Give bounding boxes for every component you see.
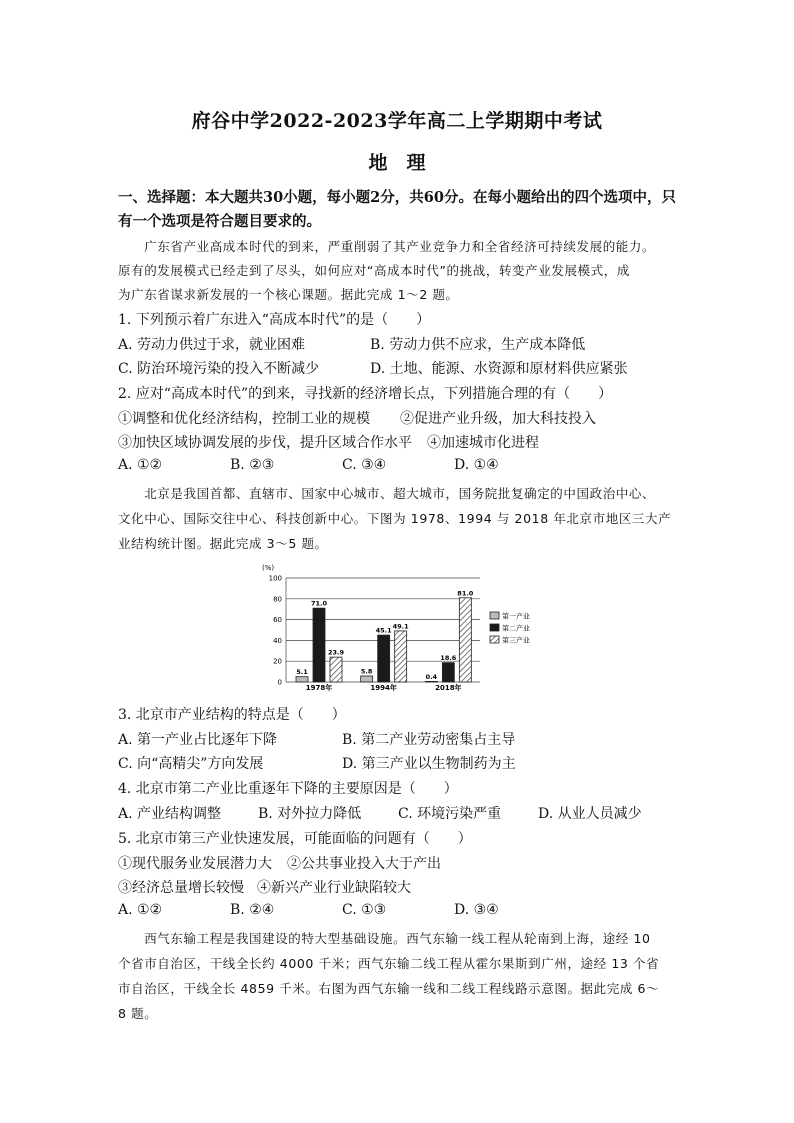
chart-y-tick-label: 60 <box>273 616 282 625</box>
q1-option-c: C. 防治环境污染的投入不断减少 <box>118 361 320 377</box>
passage1-line3: 为广东省谋求新发展的一个核心课题。据此完成 1～2 题。 <box>118 287 459 302</box>
q4-option-d: D. 从业人员减少 <box>538 806 642 822</box>
chart-x-tick-label: 1978年 <box>305 684 333 692</box>
passage3-line3: 市自治区，干线全长 4859 千米。右图为西气东输一线和二线工程线路示意图。据此完成 6～ <box>118 981 660 996</box>
exam-title: 府谷中学2022-2023学年高二上学期期中考试 <box>191 110 603 132</box>
q3-option-a: A. 第一产业占比逐年下降 <box>118 732 278 748</box>
q5-statement-2: ②公共事业投入大于产出 <box>287 856 441 872</box>
q4-option-a: A. 产业结构调整 <box>118 806 222 822</box>
q2-stem: 2. 应对“高成本时代”的到来，寻找新的经济增长点，下列措施合理的有（ ） <box>118 386 613 402</box>
passage2-line2: 文化中心、国际交往中心、科技创新中心。下图为 1978、1994 与 2018 年北京市地区三大产 <box>118 511 672 526</box>
chart-bar <box>395 631 407 682</box>
chart-y-tick-label: 40 <box>273 636 282 645</box>
chart-bar <box>330 657 342 682</box>
chart-bar <box>378 635 390 682</box>
section-heading-line2: 有一个选项是符合题目要求的。 <box>118 213 321 230</box>
q5-option-b: B. ②④ <box>230 902 275 918</box>
chart-y-tick-label: 100 <box>268 574 282 583</box>
chart-y-tick-label: 0 <box>277 678 282 687</box>
q5-option-d: D. ③④ <box>454 902 499 918</box>
chart-y-tick-label: 20 <box>273 657 282 666</box>
passage3-line1: 西气东输工程是我国建设的特大型基础设施。西气东输一线工程从轮南到上海，途经 10 <box>118 931 651 946</box>
passage3-line4: 8 题。 <box>118 1006 158 1021</box>
q4-option-c: C. 环境污染严重 <box>398 806 502 822</box>
chart-legend-label: 第二产业 <box>502 624 530 633</box>
q2-option-d: D. ①④ <box>454 457 499 473</box>
passage1-line1: 广东省产业高成本时代的到来，严重削弱了其产业竞争力和全省经济可持续发展的能力。 <box>118 239 656 254</box>
chart-data-label: 5.1 <box>296 668 308 677</box>
chart-y-unit: (%) <box>262 564 275 572</box>
q3-option-c: C. 向“高精尖”方向发展 <box>118 756 264 772</box>
q4-option-b: B. 对外拉力降低 <box>258 806 362 822</box>
chart-bar <box>442 663 454 682</box>
chart-x-tick-label: 1994年 <box>370 684 397 692</box>
q2-statement-1: ①调整和优化经济结构，控制工业的规模 <box>118 411 370 427</box>
q2-statement-2: ②促进产业升级，加大科技投入 <box>400 411 596 427</box>
q5-option-c: C. ①③ <box>342 902 387 918</box>
chart-data-label: 71.0 <box>310 599 328 608</box>
q2-option-c: C. ③④ <box>342 457 387 473</box>
chart-bar <box>361 676 373 682</box>
chart-y-tick-label: 80 <box>273 595 282 604</box>
q3-option-d: D. 第三产业以生物制药为主 <box>342 756 516 772</box>
chart-legend-swatch <box>490 624 499 631</box>
q1-option-d: D. 土地、能源、水资源和原材料供应紧张 <box>370 361 628 377</box>
q2-option-b: B. ②③ <box>230 457 275 473</box>
industry-structure-chart <box>258 562 538 692</box>
q5-option-a: A. ①② <box>118 902 163 918</box>
passage2-line3: 业结构统计图。据此完成 3～5 题。 <box>118 536 328 551</box>
chart-bar <box>459 598 471 682</box>
chart-data-label: 0.4 <box>425 672 438 681</box>
q3-option-b: B. 第二产业劳动密集占主导 <box>342 732 516 748</box>
chart-data-label: 45.1 <box>375 626 392 635</box>
passage3-line2: 个省市自治区，干线全长约 4000 千米；西气东输二线工程从霍尔果斯到广州，途经 13 个省 <box>118 956 660 971</box>
chart-bar <box>313 608 325 682</box>
q2-statement-4: ④加速城市化进程 <box>427 435 539 451</box>
q1-stem: 1. 下列预示着广东进入“高成本时代”的是（ ） <box>118 312 431 328</box>
q5-statement-4: ④新兴产业行业缺陷较大 <box>257 880 411 896</box>
chart-legend-label: 第一产业 <box>502 612 530 621</box>
q5-statement-1: ①现代服务业发展潜力大 <box>118 856 272 872</box>
q2-statement-3: ③加快区域协调发展的步伐，提升区域合作水平 <box>118 435 412 451</box>
chart-data-label: 81.0 <box>457 589 474 598</box>
q5-stem: 5. 北京市第三产业快速发展，可能面临的问题有（ ） <box>118 831 472 847</box>
chart-data-label: 49.1 <box>392 622 409 631</box>
chart-x-tick-label: 2018年 <box>435 684 462 692</box>
chart-bar <box>425 681 437 682</box>
chart-data-label: 18.6 <box>440 654 457 663</box>
chart-bar <box>296 677 308 682</box>
section-heading-line1: 一、选择题：本大题共30小题，每小题2分，共60分。在每小题给出的四个选项中，只 <box>118 189 676 206</box>
passage1-line2: 原有的发展模式已经走到了尽头，如何应对“高成本时代”的挑战，转变产业发展模式，成 <box>118 263 630 278</box>
q1-option-b: B. 劳动力供不应求，生产成本降低 <box>370 337 586 353</box>
chart-data-label: 23.9 <box>327 648 345 657</box>
q5-statement-3: ③经济总量增长较慢 <box>118 880 244 896</box>
chart-legend-label: 第三产业 <box>502 636 530 645</box>
passage2-line1: 北京是我国首都、直辖市、国家中心城市、超大城市，国务院批复确定的中国政治中心、 <box>118 486 656 501</box>
chart-data-label: 5.8 <box>360 667 373 676</box>
q2-option-a: A. ①② <box>118 457 163 473</box>
chart-svg <box>258 562 538 692</box>
q3-stem: 3. 北京市产业结构的特点是（ ） <box>118 707 346 723</box>
q4-stem: 4. 北京市第二产业比重逐年下降的主要原因是（ ） <box>118 781 458 797</box>
chart-legend-swatch <box>490 636 499 643</box>
subject-title: 地 理 <box>368 152 426 174</box>
q1-option-a: A. 劳动力供过于求，就业困难 <box>118 337 306 353</box>
chart-legend-swatch <box>490 612 499 619</box>
